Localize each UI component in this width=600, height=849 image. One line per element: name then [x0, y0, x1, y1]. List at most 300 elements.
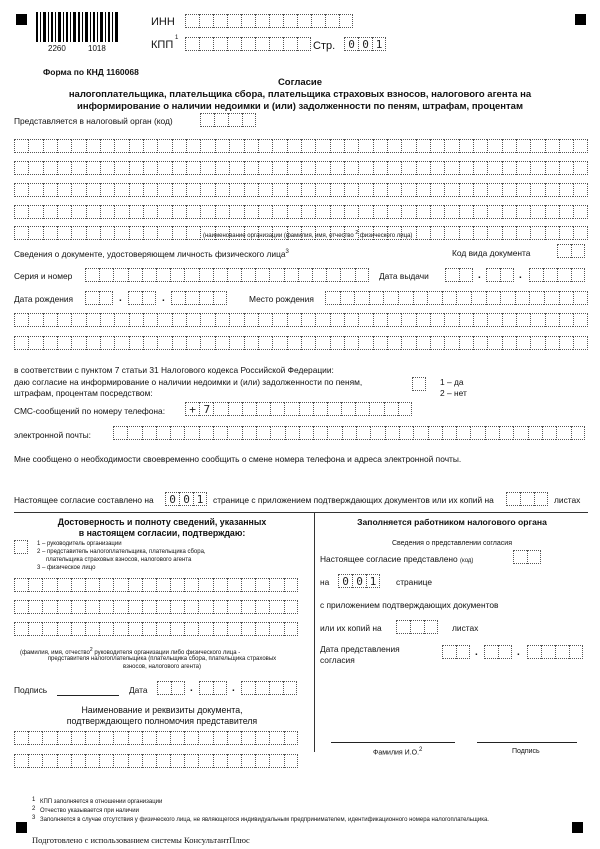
input-cell[interactable]	[113, 578, 127, 592]
input-cell[interactable]	[142, 600, 156, 614]
input-cell[interactable]	[170, 622, 184, 636]
input-cell[interactable]	[244, 183, 258, 197]
input-cell[interactable]	[85, 622, 99, 636]
input-cell[interactable]	[71, 139, 85, 153]
input-cell[interactable]	[430, 336, 444, 350]
input-cell[interactable]	[170, 426, 184, 440]
left-date-year-cells[interactable]	[241, 681, 297, 695]
input-cell[interactable]	[14, 600, 28, 614]
input-cell[interactable]	[128, 578, 142, 592]
input-cell[interactable]	[269, 622, 283, 636]
input-cell[interactable]	[99, 268, 113, 282]
input-cell[interactable]	[28, 183, 42, 197]
input-cell[interactable]	[416, 205, 430, 219]
input-cell[interactable]	[287, 139, 301, 153]
input-cell[interactable]	[530, 205, 544, 219]
input-cell[interactable]	[369, 291, 384, 305]
input-cell[interactable]	[313, 402, 327, 416]
composed-pages-cells[interactable]: 0 0 1	[165, 492, 207, 506]
input-cell[interactable]	[172, 226, 186, 240]
input-cell[interactable]	[71, 226, 85, 240]
left-date-day-cells[interactable]	[157, 681, 185, 695]
input-cell[interactable]	[315, 205, 329, 219]
input-cell[interactable]	[186, 205, 200, 219]
input-cell[interactable]	[244, 161, 258, 175]
input-cell[interactable]	[529, 291, 544, 305]
issue-year-cells[interactable]	[529, 268, 585, 282]
input-cell[interactable]	[170, 268, 184, 282]
input-cell[interactable]	[384, 402, 398, 416]
input-cell[interactable]	[559, 205, 573, 219]
input-cell[interactable]	[573, 139, 587, 153]
input-cell[interactable]	[398, 291, 413, 305]
input-cell[interactable]	[301, 313, 315, 327]
input-cell[interactable]	[373, 161, 387, 175]
input-cell[interactable]	[313, 426, 327, 440]
org-name-row[interactable]	[14, 139, 588, 153]
input-cell[interactable]	[241, 754, 255, 768]
input-cell[interactable]	[456, 291, 471, 305]
input-cell[interactable]	[358, 161, 372, 175]
input-cell[interactable]	[227, 268, 241, 282]
phone-row[interactable]	[185, 402, 412, 416]
input-cell[interactable]	[284, 600, 298, 614]
input-cell[interactable]	[413, 426, 427, 440]
input-cell[interactable]	[156, 731, 170, 745]
input-cell[interactable]	[143, 139, 157, 153]
input-cell[interactable]	[355, 402, 369, 416]
org-name-row[interactable]	[14, 183, 588, 197]
input-cell[interactable]	[530, 226, 544, 240]
input-cell[interactable]	[229, 183, 243, 197]
input-cell[interactable]	[215, 139, 229, 153]
input-cell[interactable]	[284, 754, 298, 768]
input-cell[interactable]	[213, 754, 227, 768]
input-cell[interactable]	[241, 731, 255, 745]
input-cell[interactable]	[42, 622, 56, 636]
signer-name-row[interactable]	[14, 622, 298, 636]
input-cell[interactable]	[459, 183, 473, 197]
input-cell[interactable]	[258, 161, 272, 175]
input-cell[interactable]	[14, 336, 28, 350]
input-cell[interactable]	[129, 226, 143, 240]
issue-day-cells[interactable]	[445, 268, 473, 282]
input-cell[interactable]	[71, 313, 85, 327]
input-cell[interactable]	[299, 402, 313, 416]
input-cell[interactable]	[200, 161, 214, 175]
input-cell[interactable]	[315, 161, 329, 175]
input-cell[interactable]	[473, 161, 487, 175]
input-cell[interactable]	[86, 161, 100, 175]
input-cell[interactable]	[241, 578, 255, 592]
input-cell[interactable]	[485, 426, 499, 440]
input-cell[interactable]	[215, 313, 229, 327]
input-cell[interactable]	[100, 183, 114, 197]
presented-code-cells[interactable]	[513, 550, 541, 564]
input-cell[interactable]	[315, 336, 329, 350]
input-cell[interactable]	[71, 731, 85, 745]
input-cell[interactable]	[330, 183, 344, 197]
input-cell[interactable]	[487, 313, 501, 327]
input-cell[interactable]	[184, 754, 198, 768]
input-cell[interactable]	[545, 161, 559, 175]
input-cell[interactable]	[473, 205, 487, 219]
birth-year-cells[interactable]	[171, 291, 227, 305]
input-cell[interactable]	[129, 336, 143, 350]
tax-office-code-cells[interactable]	[200, 113, 256, 127]
input-cell[interactable]	[186, 226, 200, 240]
input-cell[interactable]	[340, 291, 355, 305]
input-cell[interactable]	[85, 268, 99, 282]
input-cell[interactable]	[416, 183, 430, 197]
input-cell[interactable]	[215, 205, 229, 219]
input-cell[interactable]	[255, 268, 269, 282]
input-cell[interactable]	[114, 313, 128, 327]
right-sheets-cells[interactable]	[396, 620, 438, 634]
input-cell[interactable]	[315, 139, 329, 153]
left-date-month-cells[interactable]	[199, 681, 227, 695]
input-cell[interactable]	[28, 600, 42, 614]
input-cell[interactable]	[330, 161, 344, 175]
input-cell[interactable]	[325, 291, 340, 305]
input-cell[interactable]	[287, 205, 301, 219]
input-cell[interactable]	[85, 578, 99, 592]
input-cell[interactable]	[200, 139, 214, 153]
input-cell[interactable]	[270, 426, 284, 440]
input-cell[interactable]	[358, 336, 372, 350]
consent-answer-cell[interactable]	[412, 377, 426, 391]
input-cell[interactable]	[213, 402, 227, 416]
input-cell[interactable]	[184, 578, 198, 592]
input-cell[interactable]	[573, 161, 587, 175]
input-cell[interactable]	[157, 183, 171, 197]
input-cell[interactable]	[200, 205, 214, 219]
input-cell[interactable]	[213, 426, 227, 440]
input-cell[interactable]	[143, 336, 157, 350]
input-cell[interactable]	[227, 622, 241, 636]
right-date-year-cells[interactable]	[527, 645, 583, 659]
input-cell[interactable]	[198, 731, 212, 745]
input-cell[interactable]	[502, 313, 516, 327]
input-cell[interactable]	[258, 139, 272, 153]
input-cell[interactable]	[559, 183, 573, 197]
input-cell[interactable]	[370, 426, 384, 440]
input-cell[interactable]	[57, 139, 71, 153]
input-cell[interactable]	[444, 313, 458, 327]
input-cell[interactable]	[401, 336, 415, 350]
input-cell[interactable]	[559, 336, 573, 350]
input-cell[interactable]	[114, 161, 128, 175]
input-cell[interactable]	[57, 205, 71, 219]
input-cell[interactable]	[43, 183, 57, 197]
email-row[interactable]	[113, 426, 585, 440]
input-cell[interactable]	[86, 205, 100, 219]
input-cell[interactable]	[57, 578, 71, 592]
input-cell[interactable]	[113, 754, 127, 768]
input-cell[interactable]	[545, 226, 559, 240]
input-cell[interactable]	[284, 578, 298, 592]
input-cell[interactable]	[100, 205, 114, 219]
input-cell[interactable]	[387, 161, 401, 175]
input-cell[interactable]	[100, 139, 114, 153]
birth-place-row[interactable]	[325, 291, 588, 305]
input-cell[interactable]	[459, 205, 473, 219]
input-cell[interactable]	[287, 161, 301, 175]
input-cell[interactable]	[500, 291, 515, 305]
signer-name-row[interactable]	[14, 600, 298, 614]
input-cell[interactable]	[71, 336, 85, 350]
input-cell[interactable]	[71, 600, 85, 614]
birth-place-row[interactable]	[14, 336, 588, 350]
input-cell[interactable]	[344, 139, 358, 153]
input-cell[interactable]	[401, 139, 415, 153]
input-cell[interactable]	[573, 336, 587, 350]
input-cell[interactable]	[315, 183, 329, 197]
input-cell[interactable]	[487, 183, 501, 197]
input-cell[interactable]	[57, 754, 71, 768]
input-cell[interactable]	[530, 161, 544, 175]
input-cell[interactable]	[258, 205, 272, 219]
input-cell[interactable]	[401, 161, 415, 175]
input-cell[interactable]	[114, 183, 128, 197]
input-cell[interactable]	[269, 731, 283, 745]
composed-sheets-cells[interactable]	[506, 492, 548, 506]
input-cell[interactable]	[502, 183, 516, 197]
input-cell[interactable]	[43, 313, 57, 327]
input-cell[interactable]	[301, 205, 315, 219]
input-cell[interactable]	[399, 426, 413, 440]
input-cell[interactable]	[28, 754, 42, 768]
input-cell[interactable]	[326, 268, 340, 282]
input-cell[interactable]	[272, 183, 286, 197]
input-cell[interactable]	[315, 313, 329, 327]
input-cell[interactable]	[573, 313, 587, 327]
input-cell[interactable]	[199, 268, 213, 282]
input-cell[interactable]	[487, 139, 501, 153]
input-cell[interactable]	[156, 578, 170, 592]
authority-doc-row[interactable]	[14, 754, 298, 768]
input-cell[interactable]	[430, 183, 444, 197]
input-cell[interactable]	[430, 161, 444, 175]
input-cell[interactable]	[516, 161, 530, 175]
input-cell[interactable]	[172, 336, 186, 350]
input-cell[interactable]	[255, 731, 269, 745]
input-cell[interactable]	[301, 336, 315, 350]
input-cell[interactable]	[373, 139, 387, 153]
input-cell[interactable]	[487, 336, 501, 350]
input-cell[interactable]	[272, 336, 286, 350]
input-cell[interactable]	[444, 139, 458, 153]
input-cell[interactable]	[215, 161, 229, 175]
input-cell[interactable]	[157, 226, 171, 240]
input-cell[interactable]	[344, 183, 358, 197]
input-cell[interactable]	[358, 205, 372, 219]
input-cell[interactable]	[157, 161, 171, 175]
input-cell[interactable]	[516, 336, 530, 350]
input-cell[interactable]	[473, 139, 487, 153]
right-date-month-cells[interactable]	[484, 645, 512, 659]
input-cell[interactable]	[559, 291, 574, 305]
input-cell[interactable]	[473, 226, 487, 240]
input-cell[interactable]	[57, 183, 71, 197]
input-cell[interactable]	[14, 161, 28, 175]
input-cell[interactable]	[99, 578, 113, 592]
input-cell[interactable]	[244, 139, 258, 153]
input-cell[interactable]	[213, 578, 227, 592]
input-cell[interactable]	[43, 205, 57, 219]
input-cell[interactable]	[42, 731, 56, 745]
input-cell[interactable]	[113, 731, 127, 745]
input-cell[interactable]	[444, 336, 458, 350]
input-cell[interactable]	[413, 291, 428, 305]
input-cell[interactable]	[516, 139, 530, 153]
input-cell[interactable]	[487, 226, 501, 240]
input-cell[interactable]	[342, 426, 356, 440]
input-cell[interactable]	[129, 161, 143, 175]
input-cell[interactable]	[272, 205, 286, 219]
input-cell[interactable]	[229, 313, 243, 327]
input-cell[interactable]	[528, 426, 542, 440]
input-cell[interactable]	[113, 268, 127, 282]
input-cell[interactable]	[542, 426, 556, 440]
input-cell[interactable]	[156, 600, 170, 614]
org-name-row[interactable]	[14, 205, 588, 219]
input-cell[interactable]	[545, 139, 559, 153]
input-cell[interactable]	[241, 622, 255, 636]
input-cell[interactable]	[444, 205, 458, 219]
input-cell[interactable]	[100, 313, 114, 327]
input-cell[interactable]	[172, 161, 186, 175]
input-cell[interactable]: +	[185, 402, 199, 416]
input-cell[interactable]	[373, 205, 387, 219]
input-cell[interactable]	[42, 600, 56, 614]
input-cell[interactable]	[287, 336, 301, 350]
input-cell[interactable]	[228, 402, 242, 416]
input-cell[interactable]	[227, 731, 241, 745]
input-cell[interactable]	[200, 183, 214, 197]
input-cell[interactable]	[358, 183, 372, 197]
input-cell[interactable]	[573, 183, 587, 197]
input-cell[interactable]	[330, 336, 344, 350]
input-cell[interactable]	[227, 578, 241, 592]
input-cell[interactable]	[28, 731, 42, 745]
input-cell[interactable]	[172, 183, 186, 197]
input-cell[interactable]	[157, 336, 171, 350]
input-cell[interactable]	[530, 183, 544, 197]
input-cell[interactable]	[545, 336, 559, 350]
input-cell[interactable]	[298, 268, 312, 282]
input-cell[interactable]	[256, 426, 270, 440]
input-cell[interactable]	[573, 291, 588, 305]
input-cell[interactable]	[14, 313, 28, 327]
input-cell[interactable]	[28, 205, 42, 219]
input-cell[interactable]	[516, 205, 530, 219]
input-cell[interactable]	[327, 426, 341, 440]
input-cell[interactable]	[28, 226, 42, 240]
signer-type-cell[interactable]	[14, 540, 28, 554]
birth-day-cells[interactable]	[85, 291, 113, 305]
input-cell[interactable]	[128, 622, 142, 636]
input-cell[interactable]	[444, 226, 458, 240]
input-cell[interactable]	[156, 268, 170, 282]
input-cell[interactable]	[186, 183, 200, 197]
input-cell[interactable]	[416, 336, 430, 350]
input-cell[interactable]	[157, 313, 171, 327]
input-cell[interactable]	[559, 139, 573, 153]
input-cell[interactable]	[213, 268, 227, 282]
input-cell[interactable]	[113, 600, 127, 614]
input-cell[interactable]	[113, 622, 127, 636]
fio-line[interactable]	[331, 742, 455, 743]
input-cell[interactable]	[502, 336, 516, 350]
input-cell[interactable]	[459, 336, 473, 350]
input-cell[interactable]	[128, 600, 142, 614]
input-cell[interactable]	[43, 336, 57, 350]
input-cell[interactable]	[272, 139, 286, 153]
input-cell[interactable]	[28, 313, 42, 327]
input-cell[interactable]	[114, 226, 128, 240]
input-cell[interactable]	[99, 731, 113, 745]
input-cell[interactable]	[284, 622, 298, 636]
input-cell[interactable]	[330, 313, 344, 327]
input-cell[interactable]	[516, 313, 530, 327]
input-cell[interactable]	[473, 336, 487, 350]
input-cell[interactable]	[442, 291, 457, 305]
input-cell[interactable]	[428, 426, 442, 440]
input-cell[interactable]	[442, 426, 456, 440]
input-cell[interactable]	[544, 291, 559, 305]
input-cell[interactable]	[170, 731, 184, 745]
input-cell[interactable]	[85, 754, 99, 768]
input-cell[interactable]	[471, 291, 486, 305]
input-cell[interactable]	[385, 426, 399, 440]
input-cell[interactable]	[142, 426, 156, 440]
input-cell[interactable]	[258, 183, 272, 197]
input-cell[interactable]	[128, 268, 142, 282]
input-cell[interactable]	[516, 183, 530, 197]
input-cell[interactable]	[573, 226, 587, 240]
input-cell[interactable]	[284, 268, 298, 282]
input-cell[interactable]	[545, 313, 559, 327]
input-cell[interactable]	[344, 313, 358, 327]
input-cell[interactable]	[255, 600, 269, 614]
input-cell[interactable]	[545, 205, 559, 219]
input-cell[interactable]	[127, 426, 141, 440]
input-cell[interactable]	[341, 402, 355, 416]
input-cell[interactable]	[99, 622, 113, 636]
input-cell[interactable]	[100, 226, 114, 240]
input-cell[interactable]	[172, 205, 186, 219]
input-cell[interactable]	[256, 402, 270, 416]
input-cell[interactable]	[401, 183, 415, 197]
input-cell[interactable]	[85, 600, 99, 614]
input-cell[interactable]	[398, 402, 412, 416]
input-cell[interactable]	[486, 291, 501, 305]
input-cell[interactable]	[129, 313, 143, 327]
input-cell[interactable]	[340, 268, 354, 282]
input-cell[interactable]	[358, 313, 372, 327]
input-cell[interactable]	[43, 139, 57, 153]
input-cell[interactable]	[198, 600, 212, 614]
input-cell[interactable]	[301, 161, 315, 175]
input-cell[interactable]	[330, 139, 344, 153]
input-cell[interactable]	[143, 205, 157, 219]
input-cell[interactable]	[57, 622, 71, 636]
input-cell[interactable]	[272, 313, 286, 327]
input-cell[interactable]	[227, 426, 241, 440]
input-cell[interactable]	[285, 426, 299, 440]
input-cell[interactable]	[244, 336, 258, 350]
